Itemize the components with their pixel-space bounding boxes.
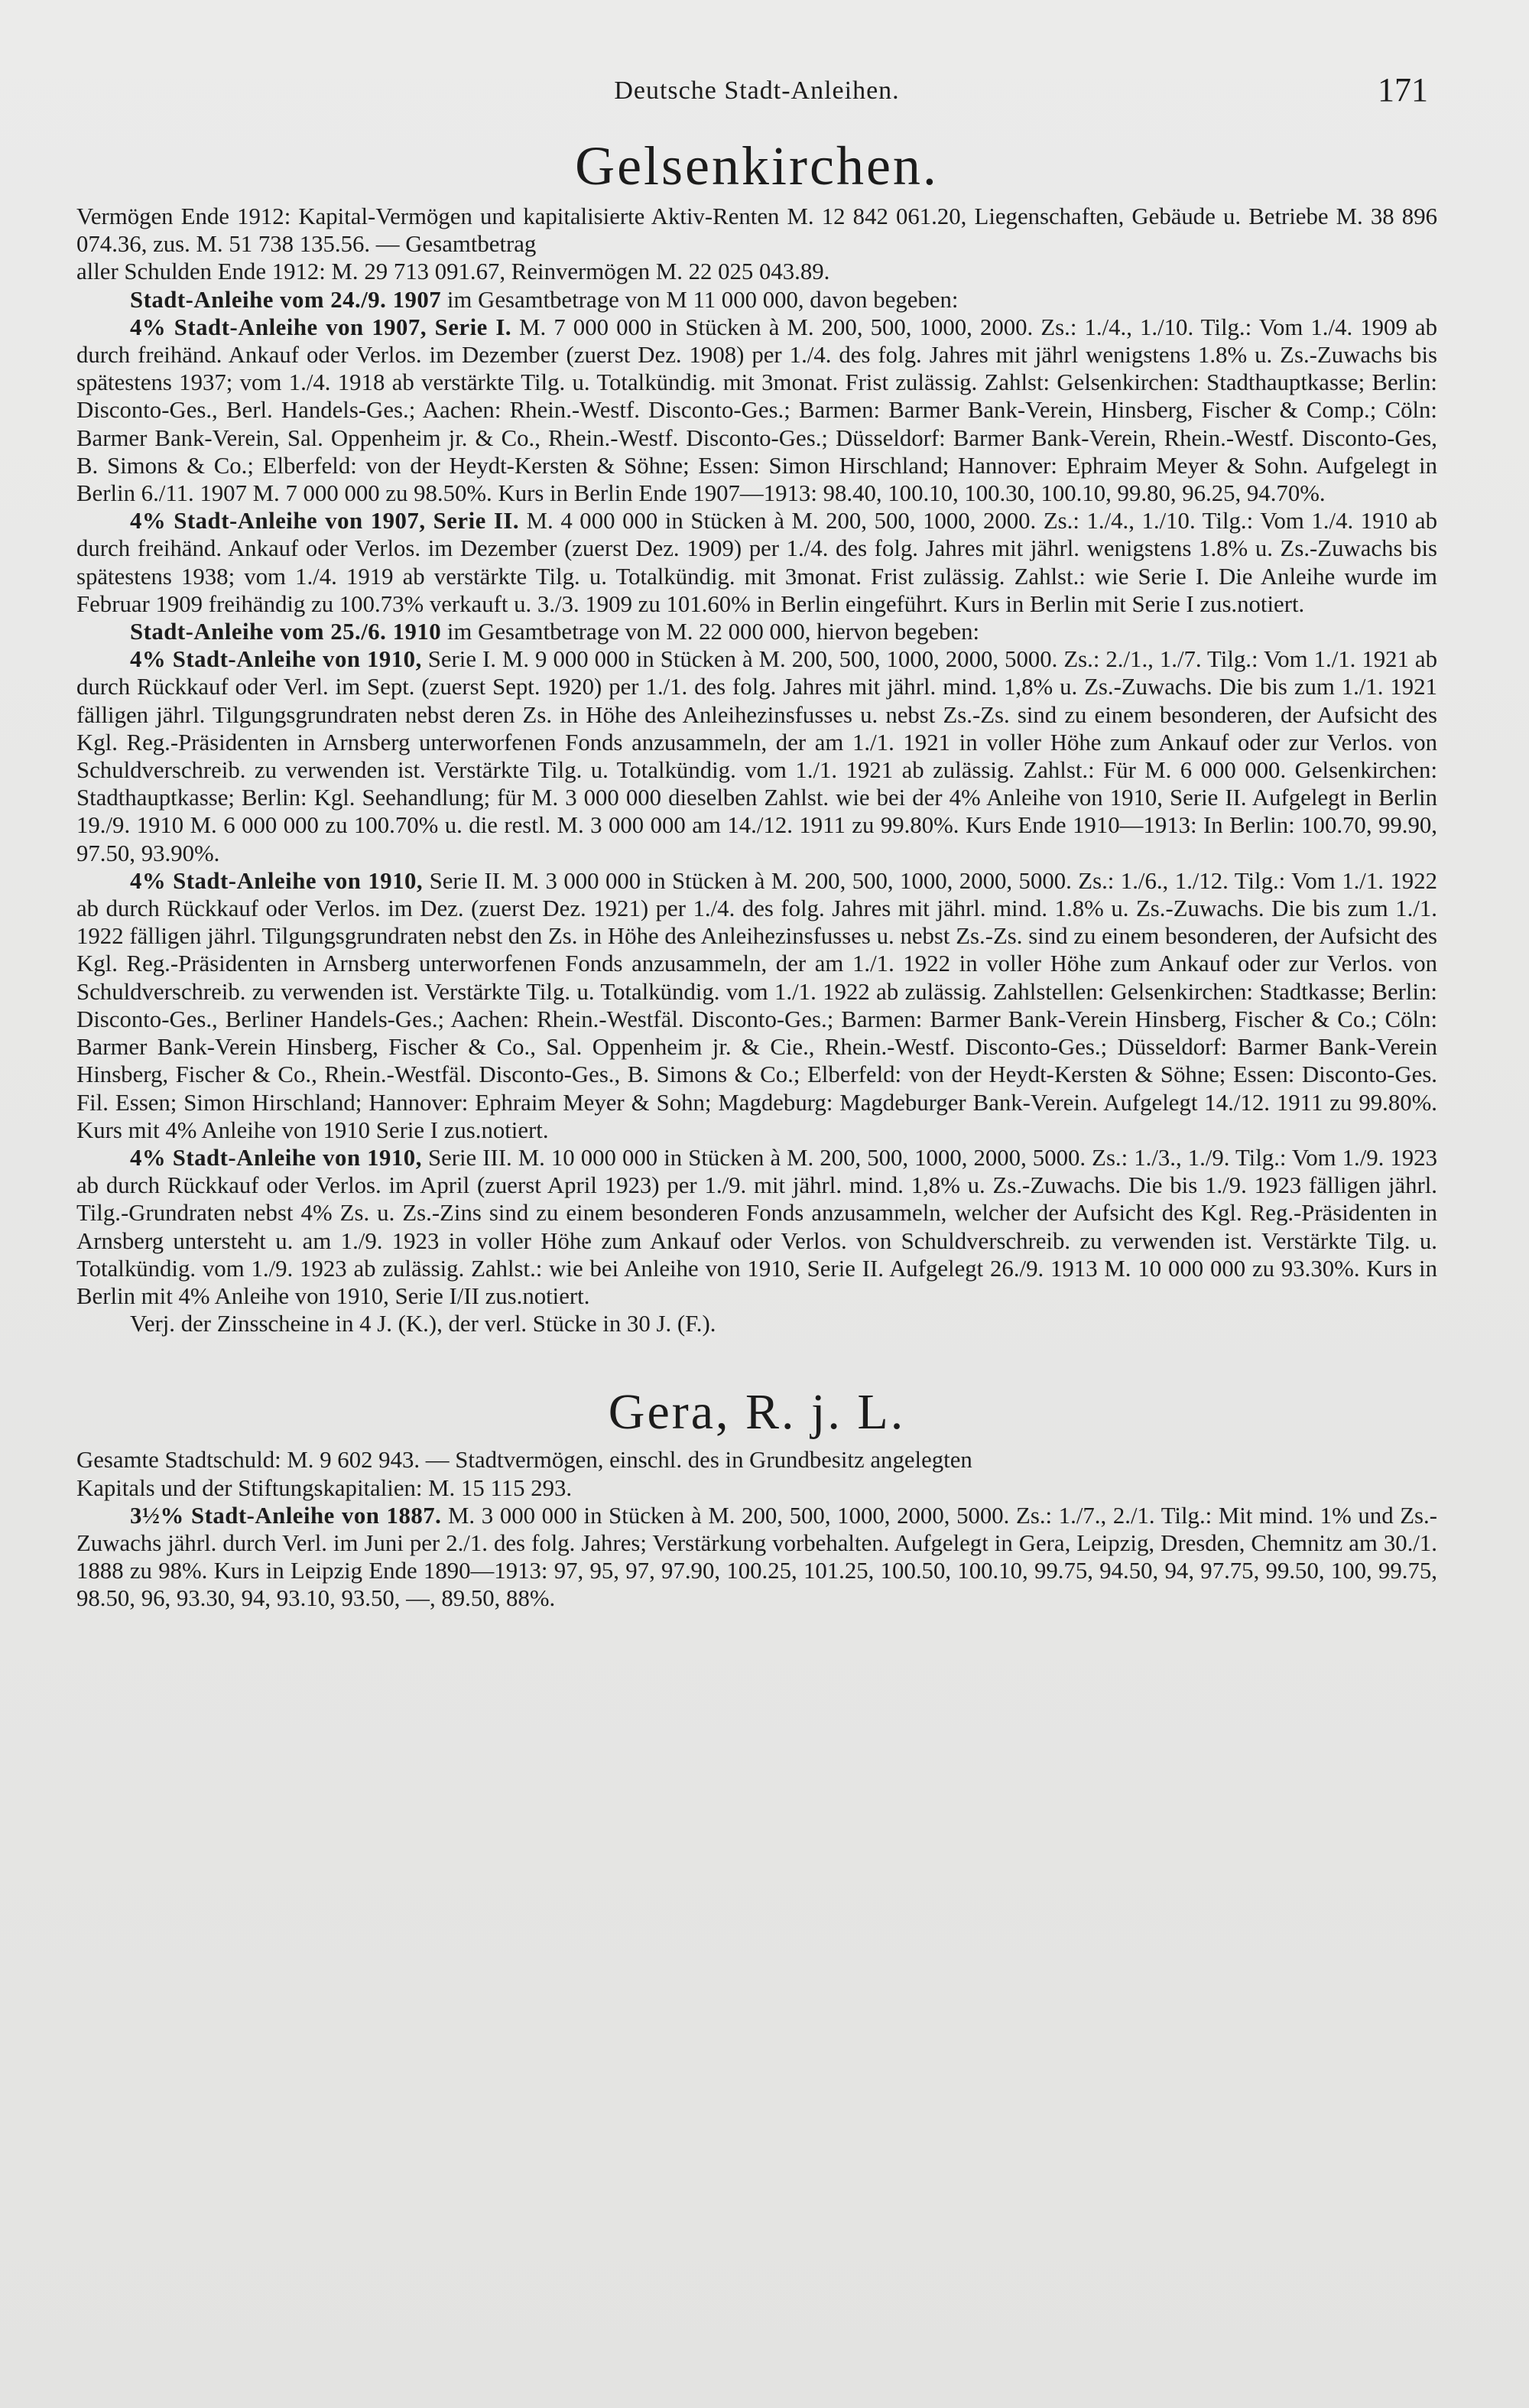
page-number: 171 [1378,71,1428,109]
loan-label: 4% Stadt-Anleihe von 1907, Serie II. [130,508,520,535]
gera-intro [76,1446,1437,1501]
gera-intro-line-a: Gesamte Stadtschuld: M. 9 602 943. — Stadtvermögen, einschl. des in Grundbesitz angelegten [76,1447,972,1474]
gelsenkirchen-intro-line-b: aller Schulden Ende 1912: M. 29 713 091.67, Reinvermögen M. 22 025 043.89. [76,258,830,285]
section-title-gelsenkirchen: Gelsenkirchen. [575,135,939,197]
loan-text: im Gesamtbetrage von M 11 000 000, davon begeben: [441,286,959,313]
loan-text: im Gesamtbetrage von M. 22 000 000, hiervon begeben: [441,619,980,645]
loan-paragraph-1910-serie-1 [76,645,1437,867]
loan-paragraph-gera-1887 [76,1502,1437,1613]
loan-text: Serie I. M. 9 000 000 in Stücken à M. 200, 500, 1000, 2000, 5000. Zs.: 2./1., 1./7. Tilg.: Vom 1./1. 1921 ab durch Rückkauf oder Verl. im Sept. (zuerst Sept. 1920) per 1./1. des folg. Jahres mit jährl. mind. 1,8% u. Zs.-Zuwachs. Die bis zum 1./1. 1921 fälligen jährl. Tilgungsgrundraten nebst deren Zs. in Höhe des Anleihezinsfusses u. nebst Zs.-Zs. sind zu einem besonderen, der Aufsicht des Kgl. Reg.-Präsidenten in Arnsberg unterworfenen Fonds anzusammeln, der am 1./1. 1921 in voller Höhe zum Ankauf oder zur Verlos. von Schuldverschreib. zu verwenden ist. Verstärkte Tilg. u. Totalkündig. vom 1./1. 1921 ab zulässig. Zahlst.: Für M. 6 000 000. Gelsenkirchen: Stadthauptkasse; Berlin: Kgl. Seehandlung; für M. 3 000 000 dieselben Zahlst. wie bei der 4% Anleihe von 1910, Serie II. Aufgelegt in Berlin 19./9. 1910 M. 6 000 000 zu 100.70% u. die restl. M. 3 000 000 am 14./12. 1911 zu 99.80%. Kurs Ende 1910—1913: In Berlin: 100.70, 99.90, 97.50, 93.90%. [76,646,1437,866]
loan-label: Stadt-Anleihe vom 24./9. 1907 [130,286,442,313]
prescription-note: Verj. der Zinsscheine in 4 J. (K.), der verl. Stücke in 30 J. (F.). [130,1311,716,1337]
section-title-gera: Gera, R. j. L. [608,1384,906,1441]
gelsenkirchen-intro [76,203,1437,286]
loan-label: Stadt-Anleihe vom 25./6. 1910 [130,619,442,645]
loan-paragraph-1907-serie-1 [76,314,1437,507]
running-title: Deutsche Stadt-Anleihen. [614,76,900,105]
loan-label: 4% Stadt-Anleihe von 1907, Serie I. [130,314,512,340]
loan-paragraph-1910-serie-2 [76,867,1437,1144]
loan-paragraph-1910 [76,618,1437,645]
loan-paragraph-1907 [76,286,1437,314]
running-head [76,67,1437,121]
loan-paragraph-1907-serie-2 [76,507,1437,618]
loan-label: 3½% Stadt-Anleihe von 1887. [130,1502,442,1529]
loan-text: M. 7 000 000 in Stücken à M. 200, 500, 1000, 2000. Zs.: 1./4., 1./10. Tilg.: Vom 1./4. 1909 ab durch freihänd. Ankauf oder Verlos. im Dezember (zuerst Dez. 1908) per 1./4. des folg. Jahres mit jährl wenigstens 1.8% u. Zs.-Zuwachs bis spätestens 1937; vom 1./4. 1918 ab verstärkte Tilg. u. Totalkündig. mit 3monat. Frist zulässig. Zahlst: Gelsenkirchen: Stadthauptkasse; Berlin: Disconto-Ges., Berl. Handels-Ges.; Aachen: Rhein.-Westf. Disconto-Ges.; Barmen: Barmer Bank-Verein, Hinsberg, Fischer & Comp.; Cöln: Barmer Bank-Verein, Sal. Oppenheim jr. & Co., Rhein.-Westf. Disconto-Ges.; Düsseldorf: Barmer Bank-Verein, Rhein.-Westf. Disconto-Ges, B. Simons & Co.; Elberfeld: von der Heydt-Kersten & Söhne; Essen: Simon Hirschland; Hannover: Ephraim Meyer & Sohn. Aufgelegt in Berlin 6./11. 1907 M. 7 000 000 zu 98.50%. Kurs in Berlin Ende 1907—1913: 98.40, 100.10, 100.30, 100.10, 99.80, 96.25, 94.70%. [76,314,1437,507]
gelsenkirchen-intro-line-a: Vermögen Ende 1912: Kapital-Vermögen und kapitalisierte Aktiv-Renten M. 12 842 061.20, Liegenschaften, Gebäude u. Betriebe M. 38 896 074.36, zus. M. 51 738 135.56. — Gesamtbetrag [76,203,1437,258]
loan-paragraph-1910-serie-3 [76,1144,1437,1310]
loan-text: Serie III. M. 10 000 000 in Stücken à M. 200, 500, 1000, 2000, 5000. Zs.: 1./3., 1./9. Tilg.: Vom 1./9. 1923 ab durch Rückkauf oder Verlos. im April (zuerst April 1923) per 1./9. mit jährl. mind. 1,8% u. Zs.-Zuwachs. Die bis 1./9. 1923 fälligen jährl. Tilg.-Grundraten nebst 4% Zs. u. Zs.-Zins sind zu einem besonderen Fonds anzusammeln, welcher der Aufsicht des Kgl. Reg.-Präsidenten in Arnsberg untersteht u. am 1./9. 1923 in voller Höhe zum Ankauf oder Verlos. von Schuldverschreib. zu verwenden ist. Verstärkte Tilg. u. Totalkündig. vom 1./9. 1923 ab zulässig. Zahlst.: wie bei Anleihe von 1910, Serie II. Aufgelegt 26./9. 1913 M. 10 000 000 zu 93.30%. Kurs in Berlin mit 4% Anleihe von 1910, Serie I/II zus.notiert. [76,1144,1437,1309]
gera-intro-line-b: Kapitals und der Stiftungskapitalien: M. 15 115 293. [76,1474,573,1501]
loan-text: M. 4 000 000 in Stücken à M. 200, 500, 1000, 2000. Zs.: 1./4., 1./10. Tilg.: Vom 1./4. 1910 ab durch freihänd. Ankauf oder Verlos. im Dezember (zuerst Dez. 1909) per 1./4. des folg. Jahres mit jährl. wenigstens 1.8% u. Zs.-Zuwachs bis spätestens 1938; vom 1./4. 1919 ab verstärkte Tilg. u. Totalkündig. mit 3monat. Frist zulässig. Zahlst.: wie Serie I. Die Anleihe wurde im Februar 1909 freihändig zu 100.73% verkauft u. 3./3. 1909 zu 101.60% in Berlin eingeführt. Kurs in Berlin mit Serie I zus.notiert. [76,508,1437,617]
loan-label: 4% Stadt-Anleihe von 1910, [130,1144,422,1171]
loan-text: Serie II. M. 3 000 000 in Stücken à M. 200, 500, 1000, 2000, 5000. Zs.: 1./6., 1./12. Tilg.: Vom 1./1. 1922 ab durch Rückkauf oder Verlos. im Dez. (zuerst Dez. 1921) per 1./4. des folg. Jahres mit jährl. mind. 1.8% u. Zs.-Zuwachs. Die bis zum 1./1. 1922 fälligen jährl. Tilgungsgrundraten nebst den Zs. in Höhe des Anleihezinsfusses u. nebst Zs.-Zs. sind zu einem besonderen, der Aufsicht des Kgl. Reg.-Präsidenten in Arnsberg unterworfenen Fonds anzusammeln, der am 1./1. 1922 in voller Höhe zum Ankauf oder zur Verlos. von Schuldverschreib. zu verwenden ist. Verstärkte Tilg. u. Totalkündig. vom 1./1. 1922 ab zulässig. Zahlstellen: Gelsenkirchen: Stadtkasse; Berlin: Disconto-Ges., Berliner Handels-Ges.; Aachen: Rhein.-Westfäl. Disconto-Ges.; Barmen: Barmer Bank-Verein Hinsberg, Fischer & Co.; Cöln: Barmer Bank-Verein Hinsberg, Fischer & Co., Sal. Oppenheim jr. & Cie., Rhein.-Westf. Disconto-Ges.; Düsseldorf: Barmer Bank-Verein Hinsberg, Fischer & Co., Rhein.-Westfäl. Disconto-Ges., B. Simons & Co.; Elberfeld: von der Heydt-Kersten & Söhne; Essen: Disconto-Ges. Fil. Essen; Simon Hirschland; Hannover: Ephraim Meyer & Sohn; Magdeburg: Magdeburger Bank-Verein. Aufgelegt 14./12. 1911 zu 99.80%. Kurs mit 4% Anleihe von 1910 Serie I zus.notiert. [76,867,1437,1143]
loan-label: 4% Stadt-Anleihe von 1910, [130,646,422,673]
loan-label: 4% Stadt-Anleihe von 1910, [130,867,424,894]
loan-text: M. 3 000 000 in Stücken à M. 200, 500, 1000, 2000, 5000. Zs.: 1./7., 2./1. Tilg.: Mit mind. 1% und Zs.-Zuwachs jährl. durch Verl. im Juni per 2./1. des folg. Jahres; Verstärkung vorbehalten. Aufgelegt in Gera, Leipzig, Dresden, Chemnitz am 30./1. 1888 zu 98%. Kurs in Leipzig Ende 1890—1913: 97, 95, 97, 97.90, 100.25, 101.25, 100.50, 100.10, 99.75, 94.50, 94, 97.75, 99.50, 100, 99.75, 98.50, 96, 93.30, 94, 93.10, 93.50, —, 89.50, 88%. [76,1502,1437,1612]
